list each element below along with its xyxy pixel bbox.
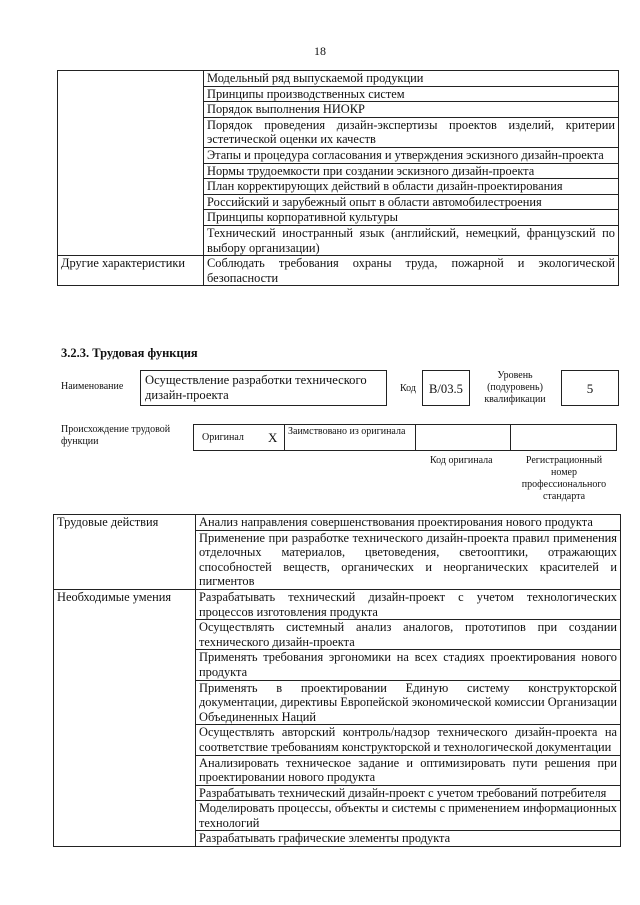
table-row: [54, 589, 621, 619]
function-name-field: Осуществление разработки технического дизайн-проекта: [140, 370, 387, 406]
skill-item: Разрабатывать технический дизайн-проект с учетом требований потребителя: [196, 785, 621, 801]
empty-label-cell: [58, 71, 204, 256]
divider: [415, 425, 416, 450]
knowledge-item: Порядок проведения дизайн-экспертизы проектов изделий, критерии эстетической оценки их качеств: [204, 117, 619, 147]
functions-table: [53, 514, 621, 847]
action-item: Анализ направления совершенствования проектирования нового продукта: [196, 515, 621, 531]
actions-label: Трудовые действия: [54, 515, 196, 590]
skill-item: Осуществлять системный анализ аналогов, прототипов при создании технического дизайн-проекта: [196, 620, 621, 650]
skill-item: Разрабатывать технический дизайн-проект с учетом технологических процессов изготовления продукта: [196, 589, 621, 619]
divider: [510, 425, 511, 450]
knowledge-item: Российский и зарубежный опыт в области автомобилестроения: [204, 194, 619, 210]
code-value: B/03.5: [422, 370, 470, 406]
table-row: [58, 256, 619, 286]
table-row: [54, 515, 621, 531]
knowledge-item: Технический иностранный язык (английский, немецкий, французский по выбору организации): [204, 225, 619, 255]
code-original-label: Код оригинала: [430, 455, 493, 466]
skills-label: Необходимые умения: [54, 589, 196, 846]
knowledge-item: Нормы трудоемкости при создании эскизного дизайн-проекта: [204, 163, 619, 179]
level-label: Уровень (подуровень) квалификации: [484, 370, 546, 405]
table-row: [58, 71, 619, 87]
code-label: Код: [400, 383, 416, 394]
knowledge-item: Этапы и процедура согласования и утверждения эскизного дизайн-проекта: [204, 147, 619, 163]
section-title: 3.2.3. Трудовая функция: [61, 346, 198, 360]
action-item: Применение при разработке технического дизайн-проекта правил применения отделочных материалов, цветоведения, светооптики, отражающих способностей веществ, органических и неорганических красителей и пигментов: [196, 530, 621, 589]
skill-item: Анализировать техническое задание и оптимизировать пути решения при проектировании нового продукта: [196, 755, 621, 785]
skill-item: Разрабатывать графические элементы продукта: [196, 831, 621, 847]
skill-item: Применять в проектировании Единую систему конструкторской документации, директивы Европейской экономической комиссии Организации Объединенных Наций: [196, 680, 621, 725]
origin-label: Происхождение трудовой функции: [61, 424, 171, 447]
skill-item: Осуществлять авторский контроль/надзор технического дизайн-проекта на соответствие требованиям конструкторской и технологической документации: [196, 725, 621, 755]
knowledge-item: Принципы корпоративной культуры: [204, 210, 619, 226]
knowledge-item: Модельный ряд выпускаемой продукции: [204, 71, 619, 87]
level-value: 5: [561, 370, 619, 406]
page-number: 18: [314, 44, 326, 58]
borrowed-label: Заимствовано из оригинала: [288, 426, 406, 437]
reg-number-label: Регистрационный номер профессионального стандарта: [521, 455, 607, 502]
divider: [284, 425, 285, 450]
skill-item: Моделировать процессы, объекты и системы с применением информационных технологий: [196, 801, 621, 831]
knowledge-item: План корректирующих действий в области дизайн-проектирования: [204, 179, 619, 195]
original-mark: X: [268, 430, 278, 445]
origin-table: [193, 424, 617, 451]
original-label: Оригинал: [202, 432, 244, 443]
other-characteristics-label: Другие характеристики: [58, 256, 204, 286]
name-label: Наименование: [61, 381, 124, 392]
knowledge-table: [57, 70, 619, 286]
other-characteristics-value: Соблюдать требования охраны труда, пожарной и экологической безопасности: [204, 256, 619, 286]
knowledge-item: Принципы производственных систем: [204, 86, 619, 102]
knowledge-item: Порядок выполнения НИОКР: [204, 102, 619, 118]
skill-item: Применять требования эргономики на всех стадиях проектирования нового продукта: [196, 650, 621, 680]
